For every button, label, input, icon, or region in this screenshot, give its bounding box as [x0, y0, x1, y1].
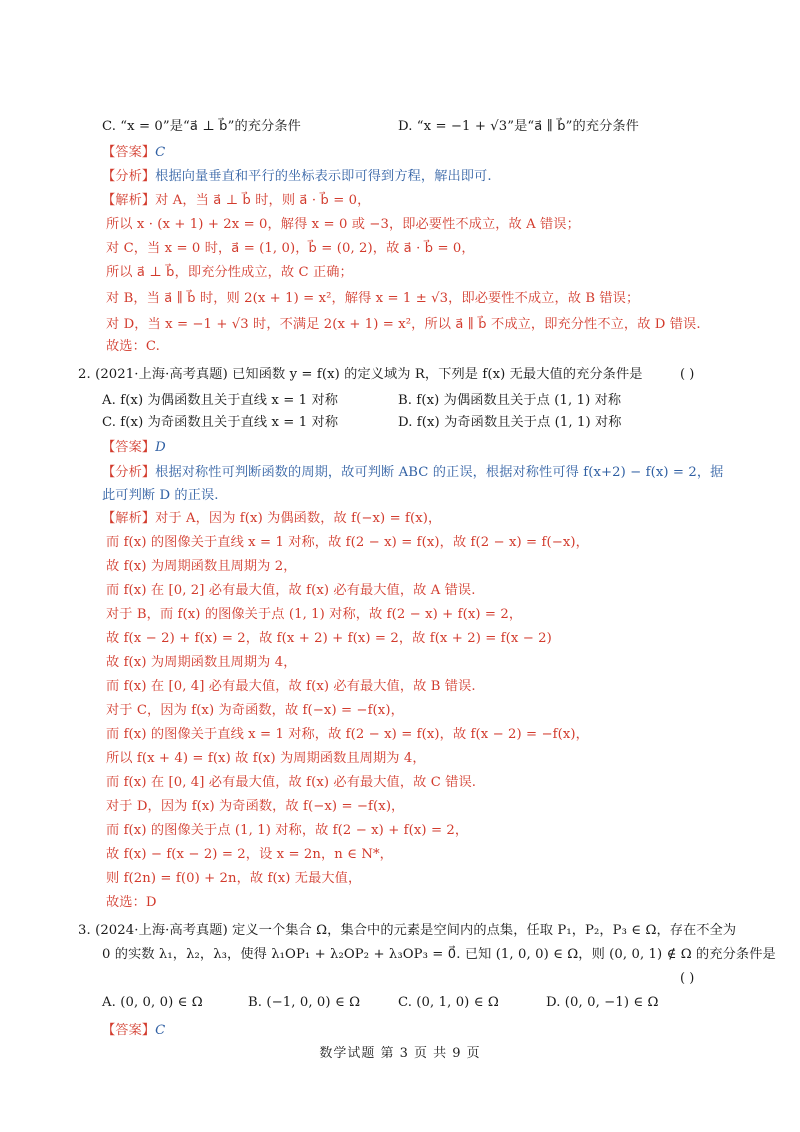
q2-option-c: C. f(x) 为奇函数且关于直线 x = 1 对称 — [102, 415, 339, 430]
analysis-text: 根据对称性可判断函数的周期，故可判断 ABC 的正误，根据对称性可得 f(x+2) − f(x) = 2，据 — [155, 465, 724, 480]
solution-line: 而 f(x) 在 [0, 4] 必有最大值，故 f(x) 必有最大值，故 C 错误. — [106, 775, 477, 790]
q3-option-c: C. (0, 1, 0) ∈ Ω — [398, 995, 499, 1010]
q1-option-d: D. “x = −1 + √3”是“a⃗ ∥ b⃗”的充分条件 — [398, 119, 639, 134]
solution-line: 而 f(x) 的图像关于直线 x = 1 对称，故 f(2 − x) = f(x)，故 f(x − 2) = −f(x)， — [106, 727, 589, 742]
solution-line: 而 f(x) 的图像关于直线 x = 1 对称，故 f(2 − x) = f(x)，故 f(2 − x) = f(−x)， — [106, 535, 589, 550]
solution-line: 对于 A，因为 f(x) 为偶函数，故 f(−x) = f(x)， — [155, 511, 442, 526]
solution-line: 故 f(x − 2) + f(x) = 2，故 f(x + 2) + f(x) = 2，故 f(x + 2) = f(x − 2) — [106, 631, 552, 646]
q2-analysis-cont: 此可判断 D 的正误. — [102, 488, 219, 503]
q2-analysis — [102, 461, 723, 485]
q3-answer — [102, 1019, 165, 1043]
solution-line: 所以 f(x + 4) = f(x) 故 f(x) 为周期函数且周期为 4， — [106, 751, 426, 766]
q3-answer-paren: ( ) — [680, 971, 695, 986]
solution-line: 故 f(x) − f(x − 2) = 2，设 x = 2n，n ∈ N*， — [106, 847, 393, 862]
solution-line: 所以 x · (x + 1) + 2x = 0，解得 x = 0 或 −3，即必要性不成立，故 A 错误； — [106, 217, 580, 232]
solution-line: 故 f(x) 为周期函数且周期为 2， — [106, 559, 297, 574]
answer-value: D — [155, 440, 166, 455]
solution-line: 而 f(x) 在 [0, 4] 必有最大值，故 f(x) 必有最大值，故 B 错误. — [106, 679, 476, 694]
solution-line: 故 f(x) 为周期函数且周期为 4， — [106, 655, 297, 670]
q3-stem-line2: 0 的实数 λ₁，λ₂，λ₃，使得 λ₁OP₁ + λ₂OP₂ + λ₃OP₃ = 0⃗. 已知 (1, 0, 0) ∈ Ω，则 (0, 0, 1) ∉ Ω 的充分条件是 — [102, 947, 776, 962]
solution-line: 所以 a⃗ ⊥ b⃗，即充分性成立，故 C 正确； — [106, 265, 353, 280]
solution-line: 对 B，当 a⃗ ∥ b⃗ 时，则 2(x + 1) = x²，解得 x = 1 ± √3，即必要性不成立，故 B 错误； — [106, 291, 640, 306]
answer-value: C — [155, 145, 166, 160]
q3-stem-line1: 3. (2024·上海·高考真题) 定义一个集合 Ω，集合中的元素是空间内的点集，任取 P₁，P₂，P₃ ∈ Ω，存在不全为 — [78, 923, 737, 938]
page-footer: 数学试题 第 3 页 共 9 页 — [319, 1046, 481, 1061]
q2-answer — [102, 436, 166, 460]
solution-line: 对于 D，因为 f(x) 为奇函数，故 f(−x) = −f(x)， — [106, 799, 405, 814]
solution-tag: 【解析】 — [102, 193, 156, 208]
q1-solution-first — [102, 189, 370, 213]
q2-option-a: A. f(x) 为偶函数且关于直线 x = 1 对称 — [102, 393, 339, 408]
q3-option-d: D. (0, 0, −1) ∈ Ω — [546, 995, 659, 1010]
q2-option-b: B. f(x) 为偶函数且关于点 (1, 1) 对称 — [398, 393, 622, 408]
analysis-tag: 【分析】 — [102, 169, 156, 184]
q1-analysis — [102, 165, 492, 189]
q2-stem: 2. (2021·上海·高考真题) 已知函数 y = f(x) 的定义域为 R，下列是 f(x) 无最大值的充分条件是 — [78, 367, 643, 382]
answer-tag: 【答案】 — [102, 1023, 156, 1038]
q3-option-a: A. (0, 0, 0) ∈ Ω — [102, 995, 203, 1010]
solution-line: 对 C，当 x = 0 时，a⃗ = (1, 0)，b⃗ = (0, 2)，故 a⃗ · b⃗ = 0， — [106, 241, 475, 256]
q2-answer-paren: ( ) — [680, 367, 695, 382]
solution-line: 对于 B，而 f(x) 的图像关于点 (1, 1) 对称，故 f(2 − x) + f(x) = 2， — [106, 607, 523, 622]
q1-answer — [102, 141, 165, 165]
solution-line: 对 D，当 x = −1 + √3 时，不满足 2(x + 1) = x²，所以 a⃗ ∥ b⃗ 不成立，即充分性不立，故 D 错误. — [106, 317, 701, 332]
solution-line: 对 A，当 a⃗ ⊥ b⃗ 时，则 a⃗ · b⃗ = 0， — [155, 193, 371, 208]
solution-line: 而 f(x) 在 [0, 2] 必有最大值，故 f(x) 必有最大值，故 A 错误. — [106, 583, 476, 598]
solution-line: 故选：D — [106, 895, 157, 910]
answer-tag: 【答案】 — [102, 440, 156, 455]
solution-line: 对于 C，因为 f(x) 为奇函数，故 f(−x) = −f(x)， — [106, 703, 404, 718]
answer-value: C — [155, 1023, 166, 1038]
analysis-text: 根据向量垂直和平行的坐标表示即可得到方程，解出即可. — [155, 169, 492, 184]
q2-solution-first — [102, 507, 441, 531]
solution-line: 故选：C. — [106, 339, 160, 354]
solution-tag: 【解析】 — [102, 511, 156, 526]
answer-tag: 【答案】 — [102, 145, 156, 160]
q1-option-c: C. “x = 0”是“a⃗ ⊥ b⃗”的充分条件 — [102, 119, 301, 134]
solution-line: 而 f(x) 的图像关于点 (1, 1) 对称，故 f(2 − x) + f(x) = 2， — [106, 823, 469, 838]
analysis-tag: 【分析】 — [102, 465, 156, 480]
solution-line: 则 f(2n) = f(0) + 2n，故 f(x) 无最大值， — [106, 871, 362, 886]
q2-option-d: D. f(x) 为奇函数且关于点 (1, 1) 对称 — [398, 415, 622, 430]
q3-option-b: B. (−1, 0, 0) ∈ Ω — [248, 995, 361, 1010]
